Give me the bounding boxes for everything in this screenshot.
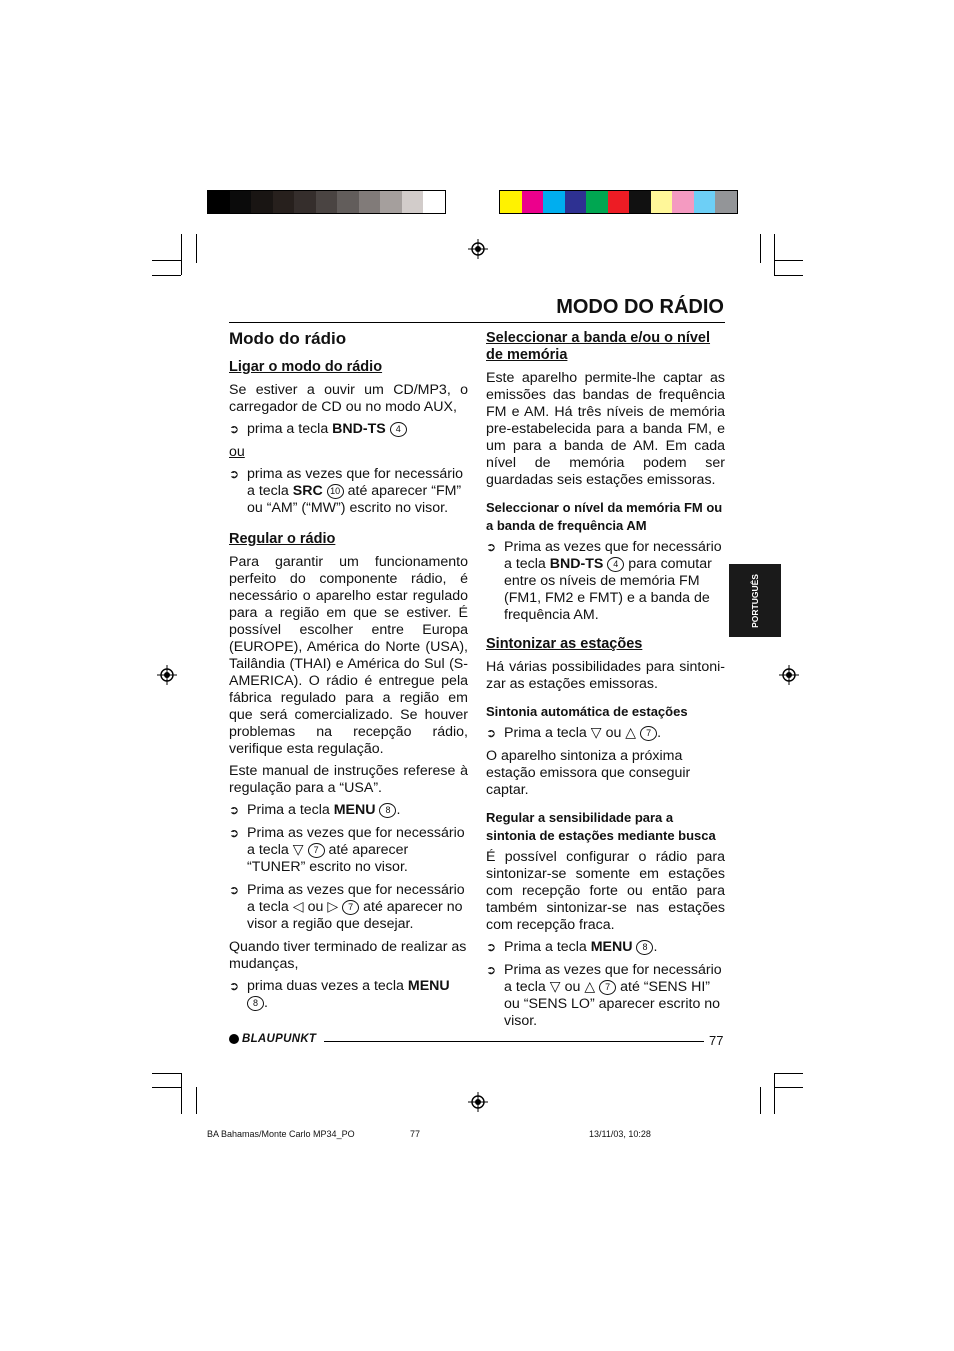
- key-number-badge: 8: [379, 803, 396, 818]
- crop-mark: [774, 1073, 803, 1074]
- color-swatch: [672, 191, 694, 213]
- paragraph: Quando tiver terminado de realizar as mudanças,: [229, 939, 467, 972]
- crop-mark: [152, 275, 181, 276]
- registration-mark-icon: [779, 665, 799, 685]
- footer-rule: [324, 1041, 704, 1042]
- paragraph: Este aparelho permite-lhe captar as emissões das bandas de frequência FM e AM. Há três níveis de memória pre-estabelecida para a banda FM, e um para a banda de AM. Em cada nível de memória podem ser guardadas seis estações emissoras.: [486, 370, 725, 488]
- color-swatch: [337, 191, 359, 213]
- section-heading: Modo do rádio: [229, 329, 347, 348]
- subsection-title: Regular o rádio: [229, 531, 336, 547]
- color-swatch: [715, 191, 737, 213]
- crop-mark: [152, 1073, 181, 1074]
- instruction-step: ➲ Prima as vezes que for necessário a tecla ▽ ou △ 7 até “SENS HI” ou “SENS LO” aparecer escrito no visor.: [486, 962, 722, 1029]
- crop-mark: [774, 1073, 775, 1114]
- sub-heading: Regular a sensibilidade para a sintonia de estações mediante busca: [486, 810, 716, 843]
- color-swatch: [586, 191, 608, 213]
- paragraph: Para garantir um funcionamento perfeito do componente rádio, é necessário o aparelho estar regulado para a região em que se estiver. É possível escolher entre Europa (EUROPE), América do Norte (USA), Tailândia (THAI) e América do Sul (S-AMERICA). O rádio é entregue pela fábrica regulado para a região em que será comercializado. Se houver problemas na recepção rádio, verifique esta regulação.: [229, 554, 468, 757]
- color-swatch: [316, 191, 338, 213]
- instruction-step: ➲ Prima a tecla MENU 8 .: [486, 939, 658, 955]
- arrow-icon: ➲: [486, 940, 497, 954]
- crop-mark: [196, 1087, 197, 1114]
- page-number: 77: [709, 1033, 724, 1048]
- color-swatch: [651, 191, 673, 213]
- paragraph: O aparelho sintoniza a próxima estação emissora que conseguir captar.: [486, 748, 691, 798]
- key-number-badge: 10: [327, 484, 344, 499]
- key-number-badge: 7: [599, 980, 616, 995]
- color-swatch: [694, 191, 716, 213]
- instruction-step: ➲ Prima a tecla ▽ ou △ 7 .: [486, 725, 662, 741]
- crop-mark: [196, 234, 197, 263]
- instruction-step: ➲ prima as vezes que for necessário a tecla SRC 10 até aparecer “FM” ou “AM” (“MW”) escrito no visor.: [229, 466, 464, 516]
- color-calibration-bar: [499, 190, 738, 214]
- color-swatch: [543, 191, 565, 213]
- arrow-icon: ➲: [486, 726, 497, 740]
- key-number-badge: 4: [390, 422, 407, 437]
- print-file-name: BA Bahamas/Monte Carlo MP34_PO: [207, 1129, 355, 1139]
- key-number-badge: 8: [636, 940, 653, 955]
- color-swatch: [565, 191, 587, 213]
- color-swatch: [359, 191, 381, 213]
- arrow-icon: ➲: [486, 540, 497, 554]
- paragraph: É possível configurar o rádio para sintonizar-se somente em estações com recepção forte ou então para também sintonizar-se nas estações com recepção fraca.: [486, 849, 725, 933]
- registration-mark-icon: [468, 1092, 488, 1112]
- brand-logo: BLAUPUNKT: [229, 1033, 316, 1045]
- key-number-badge: 8: [247, 996, 264, 1011]
- language-tab: PORTUGUÊS: [729, 564, 781, 637]
- arrow-icon: ➲: [229, 803, 240, 817]
- left-column: [229, 330, 468, 1018]
- print-timestamp: 13/11/03, 10:28: [589, 1129, 651, 1139]
- instruction-step: ➲ Prima a tecla MENU 8 .: [229, 802, 401, 818]
- arrow-icon: ➲: [486, 963, 497, 977]
- crop-mark: [774, 1087, 803, 1088]
- color-swatch: [423, 191, 445, 213]
- instruction-step: ➲ Prima as vezes que for necessário a tecla BND-TS 4 para comutar entre os níveis de memória FM (FM1, FM2 e FMT) e a banda de frequência AM.: [486, 539, 722, 623]
- color-swatch: [522, 191, 544, 213]
- color-swatch: [230, 191, 252, 213]
- registration-mark-icon: [468, 239, 488, 259]
- right-column: [486, 330, 725, 1036]
- crop-mark: [152, 1087, 181, 1088]
- sub-heading: Seleccionar o nível da memória FM ou a banda de frequência AM: [486, 500, 723, 533]
- paragraph: Se estiver a ouvir um CD/MP3, o carregador de CD ou no modo AUX,: [229, 382, 468, 415]
- arrow-icon: ➲: [229, 826, 240, 840]
- registration-mark-icon: [157, 665, 177, 685]
- color-swatch: [294, 191, 316, 213]
- arrow-icon: ➲: [229, 883, 240, 897]
- color-swatch: [500, 191, 522, 213]
- crop-mark: [760, 234, 761, 263]
- sub-heading: Sintonia automática de estações: [486, 704, 688, 719]
- color-swatch: [608, 191, 630, 213]
- instruction-step: ➲ Prima as vezes que for necessário a tecla ◁ ou ▷ 7 até aparecer no visor a região que desejar.: [229, 882, 465, 932]
- color-swatch: [273, 191, 295, 213]
- subsection-title: Seleccionar a banda e/ou o nível de memória: [486, 330, 711, 363]
- crop-mark: [760, 1087, 761, 1114]
- arrow-icon: ➲: [229, 979, 240, 993]
- logo-dot-icon: [229, 1034, 239, 1044]
- crop-mark: [774, 275, 803, 276]
- crop-mark: [181, 1073, 182, 1114]
- instruction-step: ➲ prima duas vezes a tecla MENU 8 .: [229, 978, 450, 1011]
- key-number-badge: 7: [640, 726, 657, 741]
- instruction-step: ➲ prima a tecla BND-TS 4: [229, 421, 468, 438]
- key-number-badge: 4: [607, 557, 624, 572]
- page-title: MODO DO RÁDIO: [556, 296, 724, 318]
- or-label: ou: [229, 444, 245, 460]
- color-swatch: [380, 191, 402, 213]
- print-page-number: 77: [410, 1129, 421, 1139]
- subsection-title: Sintonizar as estações: [486, 636, 643, 652]
- color-swatch: [251, 191, 273, 213]
- color-swatch: [629, 191, 651, 213]
- color-swatch: [208, 191, 230, 213]
- crop-mark: [774, 260, 803, 261]
- crop-mark: [181, 234, 182, 275]
- key-number-badge: 7: [342, 900, 359, 915]
- paragraph: Este manual de instruções referese à regulação para a “USA”.: [229, 763, 468, 796]
- title-rule: [229, 322, 725, 323]
- instruction-step: ➲ Prima as vezes que for necessário a tecla ▽ 7 até aparecer “TUNER” escrito no visor.: [229, 825, 465, 875]
- paragraph: Há várias possibilidades para sintoni-zar as estações emissoras.: [486, 659, 725, 692]
- arrow-icon: ➲: [229, 467, 240, 481]
- subsection-title: Ligar o modo do rádio: [229, 359, 383, 375]
- arrow-icon: ➲: [229, 422, 240, 436]
- color-swatch: [402, 191, 424, 213]
- crop-mark: [152, 260, 181, 261]
- crop-mark: [774, 234, 775, 275]
- grayscale-calibration-bar: [207, 190, 446, 214]
- key-number-badge: 7: [308, 843, 325, 858]
